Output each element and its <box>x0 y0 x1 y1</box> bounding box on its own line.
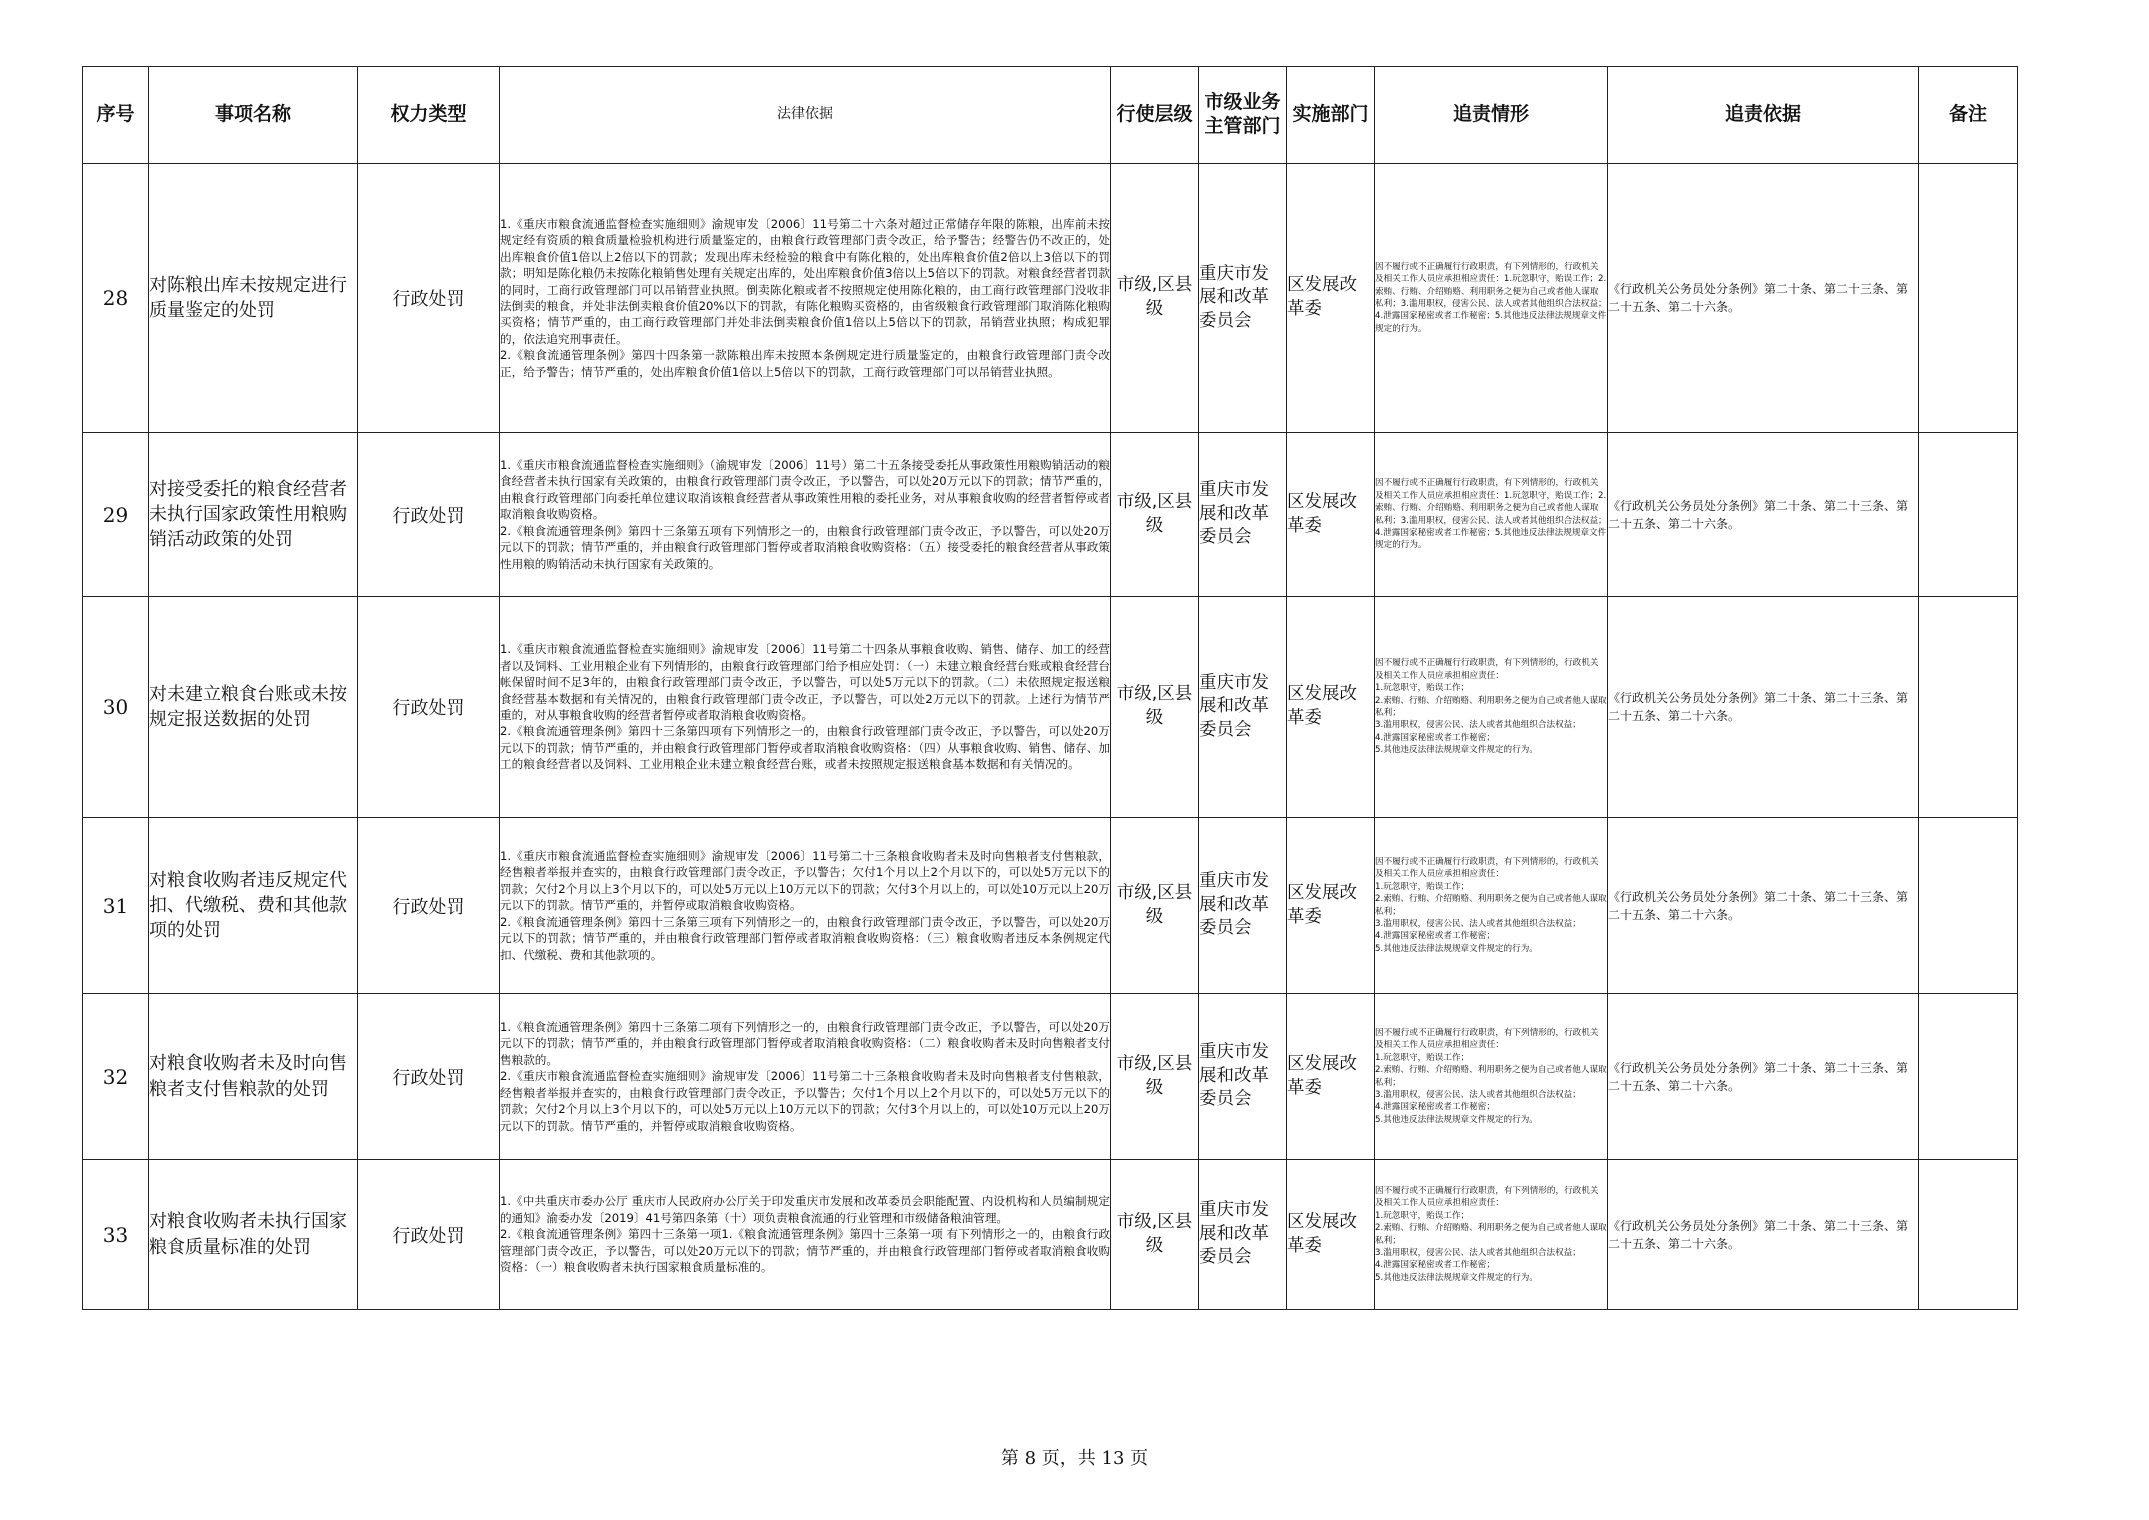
legal-basis-paragraph: 1.《中共重庆市委办公厅 重庆市人民政府办公厅关于印发重庆市发展和改革委员会职能配置、内设机构和人员编制规定的通知》渝委办发〔2019〕41号第四条第（十）项负责粮食流通的行业管理和市级储备粮油管理。 <box>500 1194 1110 1225</box>
row-item-name: 对陈粮出库未按规定进行质量鉴定的处罚 <box>149 164 358 433</box>
accountability-line: 5.其他违反法律法规规章文件规定的行为。 <box>1375 943 1538 954</box>
row-city-department: 重庆市发展和改革委员会 <box>1199 164 1287 433</box>
header-resp: 追责情形 <box>1375 67 1608 164</box>
row-accountability-cases <box>1375 1160 1608 1310</box>
accountability-line: 2.索贿、行贿、介绍贿赂、利用职务之便为自己或者他人谋取私利； <box>1375 1223 1607 1246</box>
accountability-line: 2.索贿、行贿、介绍贿赂、利用职务之便为自己或者他人谋取私利； <box>1375 894 1607 917</box>
table-header-row <box>83 67 2018 164</box>
row-legal-basis <box>500 433 1111 597</box>
accountability-line: 1.玩忽职守，贻误工作； <box>1375 1210 1470 1221</box>
header-name: 事项名称 <box>149 67 358 164</box>
header-note: 备注 <box>1919 67 2018 164</box>
row-legal-basis <box>500 597 1111 818</box>
row-item-name: 对接受委托的粮食经营者未执行国家政策性用粮购销活动政策的处罚 <box>149 433 358 597</box>
row-power-type: 行政处罚 <box>358 433 500 597</box>
row-item-name: 对粮食收购者违反规定代扣、代缴税、费和其他款项的处罚 <box>149 818 358 994</box>
row-power-type: 行政处罚 <box>358 818 500 994</box>
row-accountability-basis: 《行政机关公务员处分条例》第二十条、第二十三条、第二十五条、第二十六条。 <box>1608 1160 1919 1310</box>
legal-basis-paragraph: 1.《重庆市粮食流通监督检查实施细则》渝规审发〔2006〕11号第二十三条粮食收购者未及时向售粮者支付售粮款，经售粮者举报并查实的，由粮食行政管理部门责令改正，予以警告；欠付1个月以上2个月以下的，可以处5万元以下的罚款；欠付2个月以上3个月以下的，可以处5万元以上10万元以下的罚款；欠付3个月以上的，可以处10万元以上20万元以下的罚款。情节严重的，并暂停或取消粮食收购资格。 <box>500 848 1110 913</box>
table-row <box>83 164 2018 433</box>
accountability-line: 因不履行或不正确履行行政职责，有下列情形的，行政机关及相关工作人员应承担相应责任： <box>1375 1185 1599 1209</box>
page-footer: 第 8 页，共 13 页 <box>1000 1448 1149 1469</box>
row-legal-basis <box>500 994 1111 1160</box>
row-seq: 28 <box>83 164 149 433</box>
row-accountability-basis: 《行政机关公务员处分条例》第二十条、第二十三条、第二十五条、第二十六条。 <box>1608 164 1919 433</box>
row-exercise-level: 市级,区县级 <box>1111 164 1199 433</box>
row-power-type: 行政处罚 <box>358 597 500 818</box>
accountability-line: 3.滥用职权，侵害公民、法人或者其他组织合法权益； <box>1375 1247 1581 1258</box>
accountability-line: 因不履行或不正确履行行政职责，有下列情形的，行政机关及相关工作人员应承担相应责任： <box>1375 1027 1599 1051</box>
row-implementing-department: 区发展改革委 <box>1287 994 1375 1160</box>
row-exercise-level: 市级,区县级 <box>1111 433 1199 597</box>
row-accountability-cases <box>1375 597 1608 818</box>
row-seq: 31 <box>83 818 149 994</box>
header-level: 行使层级 <box>1111 67 1199 164</box>
row-power-type: 行政处罚 <box>358 1160 500 1310</box>
row-city-department: 重庆市发展和改革委员会 <box>1199 1160 1287 1310</box>
row-note <box>1919 433 2018 597</box>
table-row <box>83 597 2018 818</box>
row-implementing-department: 区发展改革委 <box>1287 597 1375 818</box>
row-city-department: 重庆市发展和改革委员会 <box>1199 994 1287 1160</box>
row-city-department: 重庆市发展和改革委员会 <box>1199 433 1287 597</box>
row-exercise-level: 市级,区县级 <box>1111 597 1199 818</box>
accountability-line: 3.滥用职权，侵害公民、法人或者其他组织合法权益； <box>1375 720 1581 731</box>
header-basis: 追责依据 <box>1608 67 1919 164</box>
legal-basis-paragraph: 1.《重庆市粮食流通监督检查实施细则》渝规审发〔2006〕11号第二十六条对超过正常储存年限的陈粮，出库前未按规定经有资质的粮食质量检验机构进行质量鉴定的，由粮食行政管理部门责令改正，给予警告；经警告仍不改正的，处出库粮食价值1倍以上2倍以下的罚款；发现出库未经检验的粮食中有陈化粮的，处出库粮食价值2倍以上3倍以下的罚款；明知是陈化粮仍未按陈化粮销售处理有关规定出库的，处出库粮食价值3倍以上5倍以下的罚款。对粮食经营者罚款的同时，工商行政管理部门可以吊销营业执照。倒卖陈化粮或者不按照规定使用陈化粮的，由工商行政管理部门没收非法倒卖的粮食，并处非法倒卖粮食价值20%以下的罚款，有陈化粮购买资格的，由省级粮食行政管理部门取消陈化粮购买资格；情节严重的，由工商行政管理部门并处非法倒卖粮食价值1倍以上5倍以下的罚款，吊销营业执照；构成犯罪的，依法追究刑事责任。 <box>500 216 1110 346</box>
legal-basis-paragraph: 2.《重庆市粮食流通监督检查实施细则》渝规审发〔2006〕11号第二十三条粮食收购者未及时向售粮者支付售粮款，经售粮者举报并查实的，由粮食行政管理部门责令改正，予以警告；欠付1个月以上2个月以下的，可以处5万元以下的罚款；欠付2个月以上3个月以下的，可以处5万元以上10万元以下的罚款；欠付3个月以上的，可以处10万元以上20万元以下的罚款。情节严重的，并暂停或取消粮食收购资格。 <box>500 1069 1110 1133</box>
row-accountability-basis: 《行政机关公务员处分条例》第二十条、第二十三条、第二十五条、第二十六条。 <box>1608 994 1919 1160</box>
accountability-line: 5.其他违反法律法规规章文件规定的行为。 <box>1375 745 1538 756</box>
accountability-line: 3.滥用职权，侵害公民、法人或者其他组织合法权益； <box>1375 1089 1581 1100</box>
row-accountability-cases <box>1375 818 1608 994</box>
accountability-line: 3.滥用职权，侵害公民、法人或者其他组织合法权益； <box>1375 918 1581 929</box>
header-seq: 序号 <box>83 67 149 164</box>
legal-basis-paragraph: 1.《重庆市粮食流通监督检查实施细则》（渝规审发〔2006〕11号）第二十五条接受委托从事政策性用粮购销活动的粮食经营者未执行国家有关政策的，由粮食行政管理部门责令改正，予以警告，可以处20万元以下的罚款；情节严重的，由粮食行政管理部门向委托单位建议取消该粮食经营者从事政策性用粮的委托业务，对从事粮食收购的经营者暂停或者取消粮食收购资格。 <box>500 457 1110 522</box>
header-dept: 市级业务主管部门 <box>1199 67 1287 164</box>
row-accountability-cases <box>1375 164 1608 433</box>
accountability-line: 5.其他违反法律法规规章文件规定的行为。 <box>1375 1114 1538 1125</box>
legal-basis-paragraph: 2.《粮食流通管理条例》第四十三条第三项有下列情形之一的，由粮食行政管理部门责令改正，予以警告，可以处20万元以下的罚款；情节严重的，并由粮食行政管理部门暂停或者取消粮食收购资格：（三）粮食收购者违反本条例规定代扣、代缴税、费和其他款项的。 <box>500 914 1110 962</box>
row-legal-basis <box>500 1160 1111 1310</box>
row-note <box>1919 597 2018 818</box>
row-seq: 29 <box>83 433 149 597</box>
row-implementing-department: 区发展改革委 <box>1287 164 1375 433</box>
row-legal-basis <box>500 164 1111 433</box>
table-row <box>83 818 2018 994</box>
table-row <box>83 1160 2018 1310</box>
legal-basis-paragraph: 1.《重庆市粮食流通监督检查实施细则》渝规审发〔2006〕11号第二十四条从事粮食收购、销售、储存、加工的经营者以及饲料、工业用粮企业有下列情形的，由粮食行政管理部门给予相应处罚：（一）未建立粮食经营台账或粮食经营台帐保留时间不足3年的，由粮食行政管理部门责令改正，予以警告，可以处5万元以下的罚款。（二）未依照规定报送粮食经营基本数据和有关情况的，由粮食行政管理部门责令改正，予以警告，可以处2万元以下的罚款。上述行为情节严重的，对从事粮食收购的经营者暂停或者取消粮食收购资格。 <box>500 642 1110 722</box>
row-item-name: 对粮食收购者未执行国家粮食质量标准的处罚 <box>149 1160 358 1310</box>
row-implementing-department: 区发展改革委 <box>1287 433 1375 597</box>
row-city-department: 重庆市发展和改革委员会 <box>1199 597 1287 818</box>
row-exercise-level: 市级,区县级 <box>1111 994 1199 1160</box>
accountability-line: 因不履行或不正确履行行政职责，有下列情形的，行政机关及相关工作人员应承担相应责任： <box>1375 658 1599 681</box>
row-item-name: 对粮食收购者未及时向售粮者支付售粮款的处罚 <box>149 994 358 1160</box>
row-note <box>1919 994 2018 1160</box>
row-seq: 32 <box>83 994 149 1160</box>
accountability-line: 1.玩忽职守，贻误工作； <box>1375 683 1470 694</box>
legal-basis-paragraph: 2.《粮食流通管理条例》第四十三条第一项1.《粮食流通管理条例》第四十三条第一项 有下列情形之一的，由粮食行政管理部门责令改正，予以警告，可以处20万元以下的罚款；情节严重的，并由粮食行政管理部门暂停或者取消粮食收购资格：（一）粮食收购者未执行国家粮食质量标准的。 <box>500 1227 1110 1275</box>
accountability-line: 2.索贿、行贿、介绍贿赂、利用职务之便为自己或者他人谋取私利； <box>1375 695 1607 718</box>
header-law: 法律依据 <box>500 67 1111 164</box>
header-impl: 实施部门 <box>1287 67 1375 164</box>
row-accountability-basis: 《行政机关公务员处分条例》第二十条、第二十三条、第二十五条、第二十六条。 <box>1608 597 1919 818</box>
row-accountability-basis: 《行政机关公务员处分条例》第二十条、第二十三条、第二十五条、第二十六条。 <box>1608 818 1919 994</box>
accountability-line: 4.泄露国家秘密或者工作秘密； <box>1375 1102 1495 1113</box>
row-item-name: 对未建立粮食台账或未按规定报送数据的处罚 <box>149 597 358 818</box>
row-legal-basis <box>500 818 1111 994</box>
row-implementing-department: 区发展改革委 <box>1287 1160 1375 1310</box>
row-exercise-level: 市级,区县级 <box>1111 1160 1199 1310</box>
row-power-type: 行政处罚 <box>358 994 500 1160</box>
accountability-line: 4.泄露国家秘密或者工作秘密； <box>1375 931 1495 942</box>
row-accountability-basis: 《行政机关公务员处分条例》第二十条、第二十三条、第二十五条、第二十六条。 <box>1608 433 1919 597</box>
power-list-table <box>82 66 2018 1310</box>
row-note <box>1919 1160 2018 1310</box>
accountability-line: 1.玩忽职守，贻误工作； <box>1375 1052 1470 1063</box>
table-body <box>83 164 2018 1310</box>
accountability-line: 因不履行或不正确履行行政职责，有下列情形的，行政机关及相关工作人员应承担相应责任： <box>1375 856 1599 880</box>
table-row <box>83 994 2018 1160</box>
row-note <box>1919 818 2018 994</box>
row-implementing-department: 区发展改革委 <box>1287 818 1375 994</box>
accountability-line: 4.泄露国家秘密或者工作秘密； <box>1375 732 1495 743</box>
legal-basis-paragraph: 1.《粮食流通管理条例》第四十三条第二项有下列情形之一的，由粮食行政管理部门责令改正，予以警告，可以处20万元以下的罚款；情节严重的，并由粮食行政管理部门暂停或者取消粮食收购资格：（二）粮食收购者未及时向售粮者支付售粮款的。 <box>500 1019 1110 1067</box>
row-accountability-cases <box>1375 994 1608 1160</box>
row-seq: 30 <box>83 597 149 818</box>
row-note <box>1919 164 2018 433</box>
accountability-line: 1.玩忽职守，贻误工作； <box>1375 881 1470 892</box>
accountability-line: 4.泄露国家秘密或者工作秘密； <box>1375 1260 1495 1271</box>
row-city-department: 重庆市发展和改革委员会 <box>1199 818 1287 994</box>
accountability-line: 因不履行或不正确履行行政职责，有下列情形的，行政机关及相关工作人员应承担相应责任：1.玩忽职守，贻误工作；2.索贿、行贿、介绍贿赂、利用职务之便为自己或者他人谋取私利；3.滥用职权，侵害公民、法人或者其他组织合法权益；4.泄露国家秘密或者工作秘密；5.其他违反法律法规规章文件规定的行为。 <box>1375 261 1607 334</box>
legal-basis-paragraph: 2.《粮食流通管理条例》第四十四条第一款陈粮出库未按照本条例规定进行质量鉴定的，由粮食行政管理部门责令改正，给予警告；情节严重的，处出库粮食价值1倍以上5倍以下的罚款，工商行政管理部门可以吊销营业执照。 <box>500 348 1110 379</box>
legal-basis-paragraph: 2.《粮食流通管理条例》第四十三条第四项有下列情形之一的，由粮食行政管理部门责令改正，予以警告，可以处20万元以下的罚款；情节严重的，并由粮食行政管理部门暂停或者取消粮食收购资格：（四）从事粮食收购、销售、储存、加工的粮食经营者以及饲料、工业用粮企业未建立粮食经营台账，或者未按照规定报送粮食基本数据和有关情况的。 <box>500 724 1110 772</box>
table-row <box>83 433 2018 597</box>
row-power-type: 行政处罚 <box>358 164 500 433</box>
accountability-line: 2.索贿、行贿、介绍贿赂、利用职务之便为自己或者他人谋取私利； <box>1375 1065 1607 1088</box>
legal-basis-paragraph: 2.《粮食流通管理条例》第四十三条第五项有下列情形之一的，由粮食行政管理部门责令改正，予以警告，可以处20万元以下的罚款；情节严重的，并由粮食行政管理部门暂停或者取消粮食收购资格：（五）接受委托的粮食经营者从事政策性用粮的购销活动未执行国家有关政策的。 <box>500 523 1110 571</box>
header-ptype: 权力类型 <box>358 67 500 164</box>
row-seq: 33 <box>83 1160 149 1310</box>
row-accountability-cases <box>1375 433 1608 597</box>
row-exercise-level: 市级,区县级 <box>1111 818 1199 994</box>
accountability-line: 因不履行或不正确履行行政职责，有下列情形的，行政机关及相关工作人员应承担相应责任：1.玩忽职守，贻误工作；2.索贿、行贿、介绍贿赂、利用职务之便为自己或者他人谋取私利；3.滥用职权，侵害公民、法人或者其他组织合法权益；4.泄露国家秘密或者工作秘密；5.其他违反法律法规规章文件规定的行为。 <box>1375 478 1607 551</box>
accountability-line: 5.其他违反法律法规规章文件规定的行为。 <box>1375 1272 1538 1283</box>
